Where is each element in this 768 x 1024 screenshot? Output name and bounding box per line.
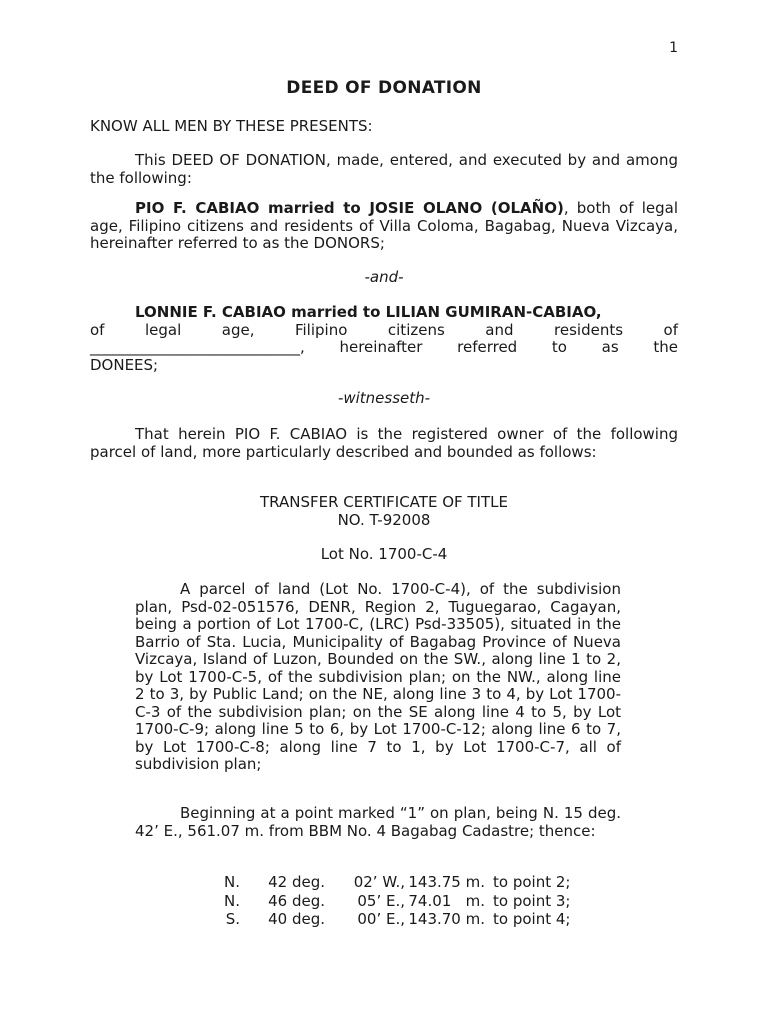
parcel-description: A parcel of land (Lot No. 1700-C-4), of the subdivision plan, Psd-02-051576, DENR, Region 2, Tuguegarao, Cagayan, being a portion of Lot 1700-C, (LRC) Psd-33505), situated in the Barrio of Sta. Lucia, Municipality of Bagabag Province of Nueva Vizcaya, Island of Luzon, Bounded on the SW., along line 1 to 2, by Lot 1700-C-5, of the subdivision plan; on the NW., along line 2 to 3, by Public Land; on the NE, along line 3 to 4, by Lot 1700-C-3 of the subdivision plan; on the SE along line 4 to 5, by Lot 1700-C-9; along line 5 to 6, by Lot 1700-C-12; along line 6 to 7, by Lot 1700-C-8; along line 7 to 1, by Lot 1700-C-7, all of subdivision plan; [135, 580, 621, 773]
ownership-paragraph: That herein PIO F. CABIAO is the registered owner of the following parcel of land, more particularly described and bounded as follows: [90, 425, 678, 461]
page-number: 1 [669, 40, 678, 56]
bearing-distance: 74.01 m. [408, 891, 485, 910]
donors-paragraph [90, 200, 678, 253]
bearing-row [200, 874, 570, 893]
witnesseth-separator: -witnesseth- [337, 389, 431, 407]
title-cert-line-2: NO. T-92008 [337, 510, 431, 529]
bearing-degrees: 40 deg. [268, 910, 325, 928]
donors-description: , both of legal age, Filipino citizens and residents of Villa Coloma, Bagabag, Nueva Vizcaya, hereinafter referred to as the DONORS; [90, 199, 678, 252]
title-certificate-heading [90, 494, 678, 529]
bearing-minutes: 02’ W., [353, 873, 405, 891]
bearing-row [200, 911, 570, 930]
bearing-direction: S. [225, 910, 240, 928]
donees-line-2: ____________________________, hereinafter referred to as the [90, 338, 678, 356]
bearing-target: to point 2; [493, 873, 571, 891]
bearing-target: to point 3; [493, 891, 571, 910]
bearing-distance: 143.75 m. [408, 873, 485, 891]
title-cert-line-1: TRANSFER CERTIFICATE OF TITLE [260, 493, 508, 511]
lot-number: Lot No. 1700-C-4 [320, 545, 448, 563]
bearing-degrees: 42 deg. [268, 873, 325, 891]
beginning-paragraph: Beginning at a point marked “1” on plan, being N. 15 deg. 42’ E., 561.07 m. from BBM No. 4 Bagabag Cadastre; thence: [135, 804, 621, 840]
and-separator: -and- [364, 268, 404, 286]
bearing-direction: N. [224, 873, 240, 891]
bearing-minutes: 00’ E., [357, 910, 405, 928]
bearing-row [200, 893, 570, 912]
bearing-target: to point 4; [493, 910, 571, 928]
donees-names: LONNIE F. CABIAO married to LILIAN GUMIRAN-CABIAO, [135, 303, 602, 321]
intro-paragraph: This DEED OF DONATION, made, entered, and executed by and among the following: [90, 151, 678, 187]
donees-line-3: DONEES; [90, 355, 159, 374]
bearing-distance: 143.70 m. [408, 910, 485, 928]
donees-paragraph [90, 304, 678, 374]
document-title: DEED OF DONATION [286, 78, 482, 98]
donors-names: PIO F. CABIAO married to JOSIE OLANO (OLAÑO) [135, 199, 564, 217]
bearings-table [200, 874, 570, 930]
opening-line: KNOW ALL MEN BY THESE PRESENTS: [90, 117, 373, 135]
bearing-direction: N. [224, 891, 240, 910]
bearing-minutes: 05’ E., [357, 891, 405, 910]
donees-line-1: of legal age, Filipino citizens and residents of [90, 320, 678, 339]
bearing-degrees: 46 deg. [268, 891, 325, 910]
